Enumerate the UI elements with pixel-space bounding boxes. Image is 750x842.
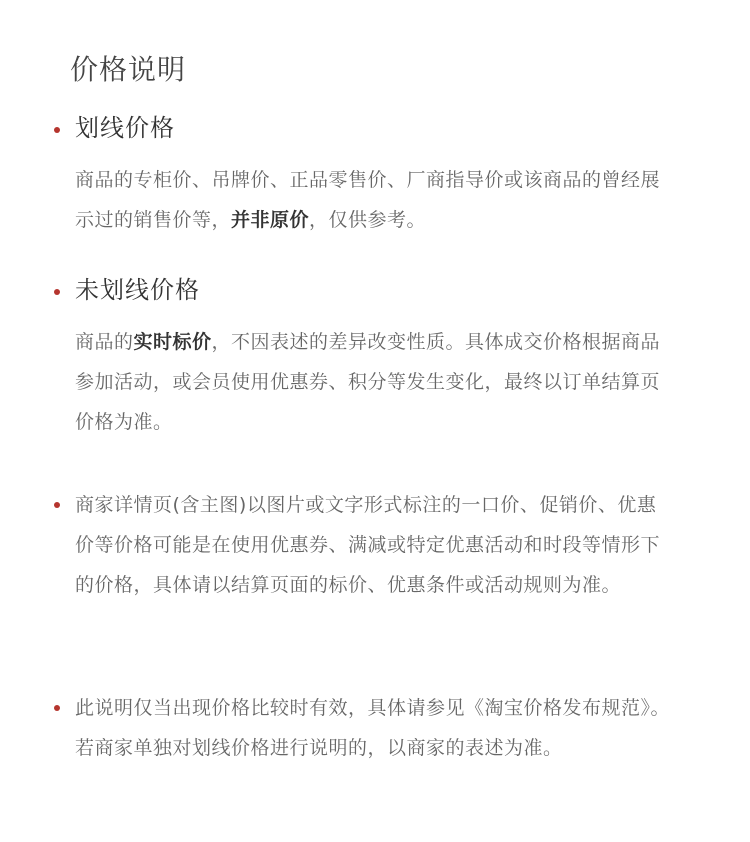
text-segment: 商品的专柜价、吊牌价、正品零售价、厂商指导价或该商品的曾经展示过的销售价等， — [75, 169, 661, 231]
section-heading-strikethrough-price: 划线价格 — [75, 114, 175, 142]
bullet-dot — [54, 289, 60, 295]
section-heading-regular-price: 未划线价格 — [75, 276, 200, 304]
text-segment: 商品的 — [75, 331, 134, 353]
section-text-regular-price — [75, 322, 675, 442]
emphasis-text: 实时标价 — [133, 331, 212, 353]
bullet-dot — [54, 127, 60, 133]
text-segment: ，仅供参考。 — [309, 209, 427, 231]
note-text: 此说明仅当出现价格比较时有效，具体请参见《淘宝价格发布规范》。若商家单独对划线价格进行说明的，以商家的表述为准。 — [75, 697, 671, 759]
emphasis-text: 并非原价 — [231, 209, 310, 231]
page-title: 价格说明 — [70, 53, 187, 86]
note-text: 商家详情页(含主图)以图片或文字形式标注的一口价、促销价、优惠价等价格可能是在使用优惠券、满减或特定优惠活动和时段等情形下的价格，具体请以结算页面的标价、优惠条件或活动规则为准。 — [75, 494, 661, 596]
section-text-strikethrough-price — [75, 160, 675, 240]
text-segment: ，不因表述的差异改变性质。具体成交价格根据商品参加活动，或会员使用优惠券、积分等发生变化，最终以订单结算页价格为准。 — [75, 331, 661, 433]
bullet-dot — [54, 705, 60, 711]
bullet-dot — [54, 502, 60, 508]
